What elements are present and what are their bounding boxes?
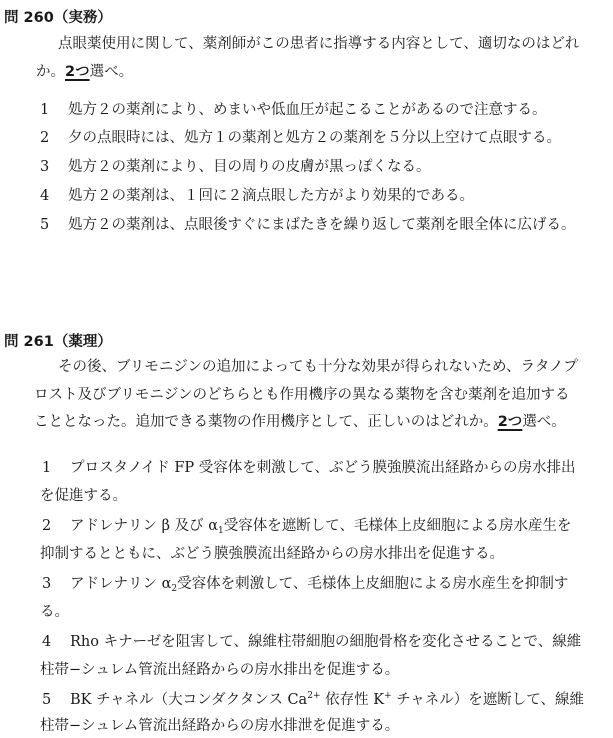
q261-option-2-cont: 抑制するとともに、ぶどう膜強膜流出経路からの房水排出を促進する。 xyxy=(40,546,504,562)
q261-option-4-cont: 柱帯−シュレム管流出経路からの房水排出を促進する。 xyxy=(40,662,400,678)
q260-answer-count: 2つ xyxy=(65,64,90,80)
q261-option-3: 3 アドレナリン $\alpha_2$受容体を刺激して、毛様体上皮細胞による房水産生を抑制す xyxy=(42,576,569,594)
q261-option-4: 4 Rho キナーゼを阻害して、線維柱帯細胞の細胞骨格を変化させることで、線維 xyxy=(42,634,582,650)
q261-stem-line2: ロスト及びブリモニジンのどちらとも作用機序の異なる薬物を含む薬剤を追加する xyxy=(34,387,570,403)
q260-stem-line2: か。2つ選べ。 xyxy=(36,64,134,80)
q261-option-3-cont: る。 xyxy=(40,604,69,620)
q260-option-3: 3 処方２の薬剤により、目の周りの皮膚が黒っぽくなる。 xyxy=(40,159,431,175)
q260-heading: 問 260（実務） xyxy=(4,10,112,26)
q261-answer-count: 2つ xyxy=(497,414,523,430)
q260-option-2: 2 夕の点眼時には、処方１の薬剤と処方２の薬剤を５分以上空けて点眼する。 xyxy=(40,130,561,146)
q261-heading: 問 261（薬理） xyxy=(4,334,112,350)
q261-option-1: 1 プロスタノイド FP 受容体を刺激して、ぶどう膜強膜流出経路からの房水排出 xyxy=(42,460,576,476)
q261-stem-line1: その後、ブリモニジンの追加によっても十分な効果が得られないため、ラタノプ xyxy=(58,359,578,375)
q261-option-2: 2 アドレナリン β 及び $\alpha_1$受容体を遮断して、毛様体上皮細胞による房水産生を xyxy=(42,518,572,536)
q261-option-1-cont: を促進する。 xyxy=(40,488,127,504)
q260-option-5: 5 処方２の薬剤は、点眼後すぐにまばたきを繰り返して薬剤を眼全体に広げる。 xyxy=(40,217,576,233)
q260-stem-line1: 点眼薬使用に関して、薬剤師がこの患者に指導する内容として、適切なのはどれ xyxy=(58,36,580,52)
q261-option-5: 5 BK チャネル（大コンダクタンス $Ca^{2+}$ 依存性 K+ チャネル）を遮断して、線維 xyxy=(42,691,584,708)
q261-option-5-cont: 柱帯−シュレム管流出経路からの房水排泄を促進する。 xyxy=(40,718,400,734)
q260-option-1: 1 処方２の薬剤により、めまいや低血圧が起こることがあるので注意する。 xyxy=(40,102,547,118)
q261-stem-line3: こととなった。追加できる薬物の作用機序として、正しいのはどれか。2つ選べ。 xyxy=(34,414,566,430)
q260-option-4: 4 処方２の薬剤は、１回に２滴点眼した方がより効果的である。 xyxy=(40,188,474,204)
